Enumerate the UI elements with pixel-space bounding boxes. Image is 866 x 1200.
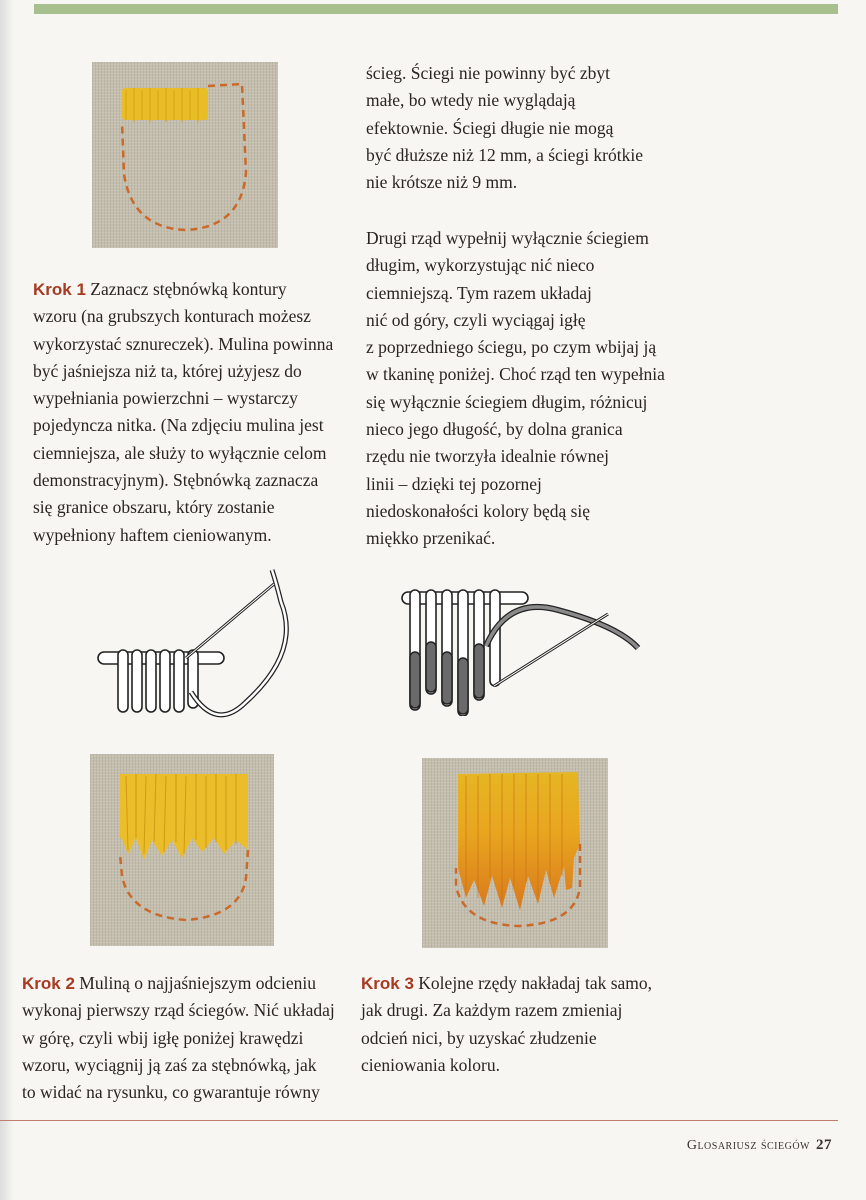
text-line: w górę, czyli wbij igłę poniżej krawędzi (22, 1027, 304, 1048)
step2-label: Krok 2 (22, 974, 75, 993)
second-row-text (366, 225, 706, 553)
diagram-step3-needle (398, 586, 670, 716)
step3-paragraph (361, 970, 691, 1079)
text-line: być jaśniejsza niż ta, której użyjesz do (33, 360, 302, 381)
text-line: jak drugi. Za każdym razem zmieniaj (361, 1000, 623, 1021)
step2-caption (22, 970, 352, 1106)
embroidery-outline-illustration (92, 62, 278, 248)
text-line: ciemniejszą. Tym razem układaj (366, 282, 592, 303)
text-line: niedoskonałości kolory będą się (366, 500, 591, 521)
text-line: nieco jego długość, by dolna granica (366, 419, 623, 440)
page-gutter-shadow (0, 0, 14, 1200)
footer-rule (0, 1120, 838, 1121)
embroidery-first-row-illustration (90, 754, 274, 946)
page-number: 27 (816, 1137, 832, 1153)
text-line: w tkaninę poniżej. Choć rząd ten wypełnia (366, 364, 665, 385)
diagram-step2-needle (96, 562, 306, 740)
photo-step1-outline (92, 62, 278, 248)
text-line: efektownie. Ściegi długie nie mogą (366, 117, 614, 138)
text-line: wypełniania powierzchni – wystarczy (33, 388, 298, 409)
text-line: rzędu nie tworzyła idealnie równej (366, 446, 609, 467)
text-line: nić od góry, czyli wyciągaj igłę (366, 309, 586, 330)
text-line: z poprzedniego ściegu, po czym wbijaj ją (366, 337, 657, 358)
text-line: być dłuższe niż 12 mm, a ściegi krótkie (366, 144, 644, 165)
running-footer (687, 1137, 832, 1154)
text-line: ścieg. Ściegi nie powinny być zbyt (366, 63, 610, 83)
text-line: pojedyncza nitka. (Na zdjęciu mulina jest (33, 415, 324, 436)
header-accent-bar (34, 4, 838, 14)
text-line: demonstracyjnym). Stębnówką zaznacza (33, 470, 319, 491)
text-line: ciemniejsza, ale służy to wyłącznie celom (33, 442, 327, 463)
text-line: Muliną o najjaśniejszym odcieniu (74, 973, 316, 993)
text-line: wypełniony haftem cieniowanym. (33, 524, 272, 545)
text-line: Drugi rząd wypełnij wyłącznie ściegiem (366, 228, 649, 248)
photo-step3-shading (422, 758, 608, 948)
text-line: nie krótsze niż 9 mm. (366, 172, 518, 193)
text-line: odcień nici, by uzyskać złudzenie (361, 1027, 597, 1048)
text-line: miękko przenikać. (366, 528, 496, 549)
text-line: cieniowania koloru. (361, 1054, 500, 1075)
text-line: wzoru (na grubszych konturach możesz (33, 306, 311, 327)
paragraph-second-row (366, 225, 706, 553)
paragraph-stitch-length (366, 60, 696, 196)
needle-diagram-dark (398, 586, 670, 716)
embroidery-shaded-illustration (422, 758, 608, 948)
text-line: to widać na rysunku, co gwarantuje równy (22, 1082, 320, 1103)
text-line: Zaznacz stębnówką kontury (85, 279, 287, 299)
text-line: małe, bo wtedy nie wyglądają (366, 90, 576, 111)
needle-diagram-light (96, 562, 306, 740)
text-line: wykonaj pierwszy rząd ściegów. Nić układaj (22, 1000, 335, 1021)
photo-step2-first-row (90, 754, 274, 946)
text-line: wykorzystać sznureczek). Mulina powinna (33, 333, 334, 354)
text-line: linii – dzięki tej pozornej (366, 473, 542, 494)
intro-text-column (366, 60, 696, 196)
text-line: wzoru, wyciągnij ją zaś za stębnówką, jak (22, 1054, 317, 1075)
step3-label: Krok 3 (361, 974, 414, 993)
text-line: długim, wykorzystując nić nieco (366, 255, 595, 276)
step1-label: Krok 1 (33, 280, 86, 299)
text-line: Kolejne rzędy nakładaj tak samo, (413, 973, 653, 993)
step3-caption (361, 970, 691, 1079)
footer-title: Glosariusz ściegów (686, 1138, 810, 1153)
text-line: się wyłącznie ściegiem długim, różnicuj (366, 391, 648, 412)
step1-caption (33, 276, 353, 549)
step1-paragraph (33, 276, 353, 549)
step2-paragraph (22, 970, 352, 1106)
text-line: się granice obszaru, który zostanie (33, 497, 275, 518)
